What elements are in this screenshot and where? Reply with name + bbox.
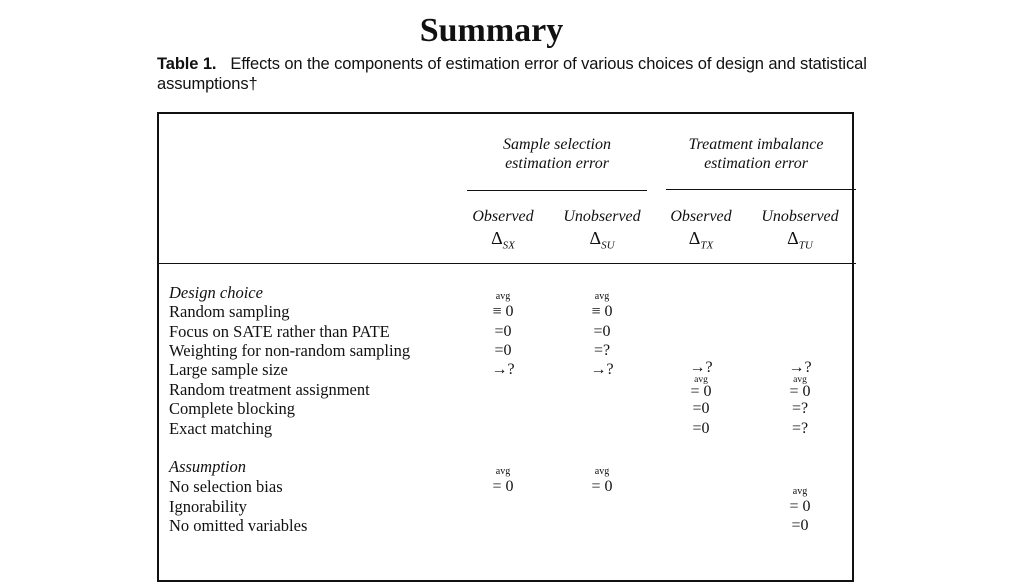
cell-large-sample-sx: →? bbox=[491, 361, 515, 378]
cell-exact-matching-tx: =0 bbox=[692, 420, 710, 437]
cell-value: ≡ 0 bbox=[591, 303, 613, 320]
symbol-subscript: S bbox=[601, 239, 607, 252]
column-symbol bbox=[750, 227, 850, 257]
cell-value: ≡ 0 bbox=[492, 303, 514, 320]
cell-value-lower: = 0 bbox=[690, 383, 712, 400]
column-header-unobserved-su bbox=[552, 207, 652, 257]
symbol-subscript: S bbox=[502, 239, 509, 252]
symbol-subsubscript: X bbox=[706, 239, 714, 252]
symbol-subsubscript: U bbox=[804, 239, 813, 252]
group-header-line: estimation error bbox=[704, 155, 808, 172]
column-label: Unobserved bbox=[761, 208, 839, 225]
column-symbol bbox=[552, 227, 652, 257]
slide-title: Summary bbox=[419, 12, 564, 49]
row-label-exact-matching: Exact matching bbox=[169, 419, 273, 438]
avg-marker: avg bbox=[594, 291, 610, 302]
group-header-sample-selection bbox=[457, 135, 657, 173]
column-header-unobserved-tu bbox=[750, 207, 850, 257]
cell-weighting-su: =? bbox=[593, 342, 611, 359]
column-header-observed-tx bbox=[651, 207, 751, 257]
column-label: Observed bbox=[670, 208, 732, 225]
symbol-subsubscript: U bbox=[606, 239, 615, 252]
row-label-large-sample-size: Large sample size bbox=[169, 360, 288, 379]
avg-marker: avg bbox=[793, 375, 807, 385]
symbol-subscript: T bbox=[700, 239, 707, 252]
group-header-line: Sample selection bbox=[503, 136, 611, 153]
avg-marker: avg bbox=[594, 466, 610, 477]
symbol-subscript: T bbox=[798, 239, 805, 252]
row-label-focus-on-sate: Focus on SATE rather than PATE bbox=[169, 322, 390, 341]
cell-ignorability-tu bbox=[770, 486, 830, 517]
row-label-ignorability: Ignorability bbox=[169, 497, 247, 516]
row-label-random-sampling: Random sampling bbox=[169, 302, 290, 321]
row-label-random-treatment: Random treatment assignment bbox=[169, 380, 370, 399]
cell-focus-sate-sx: =0 bbox=[494, 323, 512, 340]
cell-value: = 0 bbox=[789, 498, 811, 515]
effects-table bbox=[157, 112, 854, 582]
caption-text: Effects on the components of estimation error of various choices of design and statistical assumptions† bbox=[157, 55, 867, 93]
section-heading-design: Design choice bbox=[169, 283, 263, 302]
cell-weighting-sx: =0 bbox=[494, 342, 512, 359]
delta-symbol: Δ bbox=[491, 228, 503, 248]
cell-no-selection-bias-sx bbox=[473, 466, 533, 497]
cell-random-sampling-su bbox=[572, 291, 632, 322]
cell-value-upper: →? bbox=[689, 359, 713, 376]
column-symbol bbox=[453, 227, 553, 257]
table-caption bbox=[157, 54, 877, 94]
group-header-treatment-imbalance bbox=[656, 135, 856, 173]
cell-random-sampling-sx bbox=[473, 291, 533, 322]
delta-symbol: Δ bbox=[688, 228, 701, 248]
cell-no-omitted-variables-tu: =0 bbox=[791, 517, 809, 534]
delta-symbol: Δ bbox=[787, 228, 799, 248]
column-label: Unobserved bbox=[563, 208, 641, 225]
section-heading-assumption: Assumption bbox=[169, 457, 247, 476]
avg-marker: avg bbox=[694, 375, 708, 385]
cell-no-selection-bias-su bbox=[572, 466, 632, 497]
group-header-line: estimation error bbox=[505, 155, 609, 172]
header-rule bbox=[159, 263, 856, 264]
cell-value: = 0 bbox=[591, 478, 613, 495]
cell-large-sample-su: →? bbox=[590, 361, 614, 378]
symbol-subsubscript: X bbox=[508, 239, 515, 252]
cell-focus-sate-su: =0 bbox=[593, 323, 611, 340]
column-label: Observed bbox=[472, 208, 534, 225]
cell-large-sample-random-treatment-tu bbox=[770, 359, 830, 402]
column-header-observed-sx bbox=[453, 207, 553, 257]
row-label-complete-blocking: Complete blocking bbox=[169, 399, 296, 418]
group-rule bbox=[467, 190, 647, 191]
row-label-no-selection-bias: No selection bias bbox=[169, 477, 283, 496]
avg-marker: avg bbox=[495, 466, 511, 477]
delta-symbol: Δ bbox=[589, 228, 602, 248]
cell-value-upper: →? bbox=[788, 359, 812, 376]
avg-marker: avg bbox=[792, 486, 808, 497]
row-label-no-omitted-variables: No omitted variables bbox=[169, 516, 308, 535]
cell-complete-blocking-tx: =0 bbox=[692, 400, 710, 417]
cell-complete-blocking-tu: =? bbox=[791, 400, 809, 417]
avg-marker: avg bbox=[495, 291, 511, 302]
cell-value: = 0 bbox=[492, 478, 514, 495]
column-symbol bbox=[651, 227, 751, 257]
table-number: Table 1. bbox=[157, 55, 217, 73]
row-label-weighting: Weighting for non-random sampling bbox=[169, 341, 411, 360]
cell-exact-matching-tu: =? bbox=[791, 420, 809, 437]
group-rule bbox=[666, 189, 856, 190]
group-header-line: Treatment imbalance bbox=[688, 136, 824, 153]
cell-large-sample-random-treatment-tx bbox=[671, 359, 731, 402]
cell-value-lower: = 0 bbox=[789, 383, 811, 400]
